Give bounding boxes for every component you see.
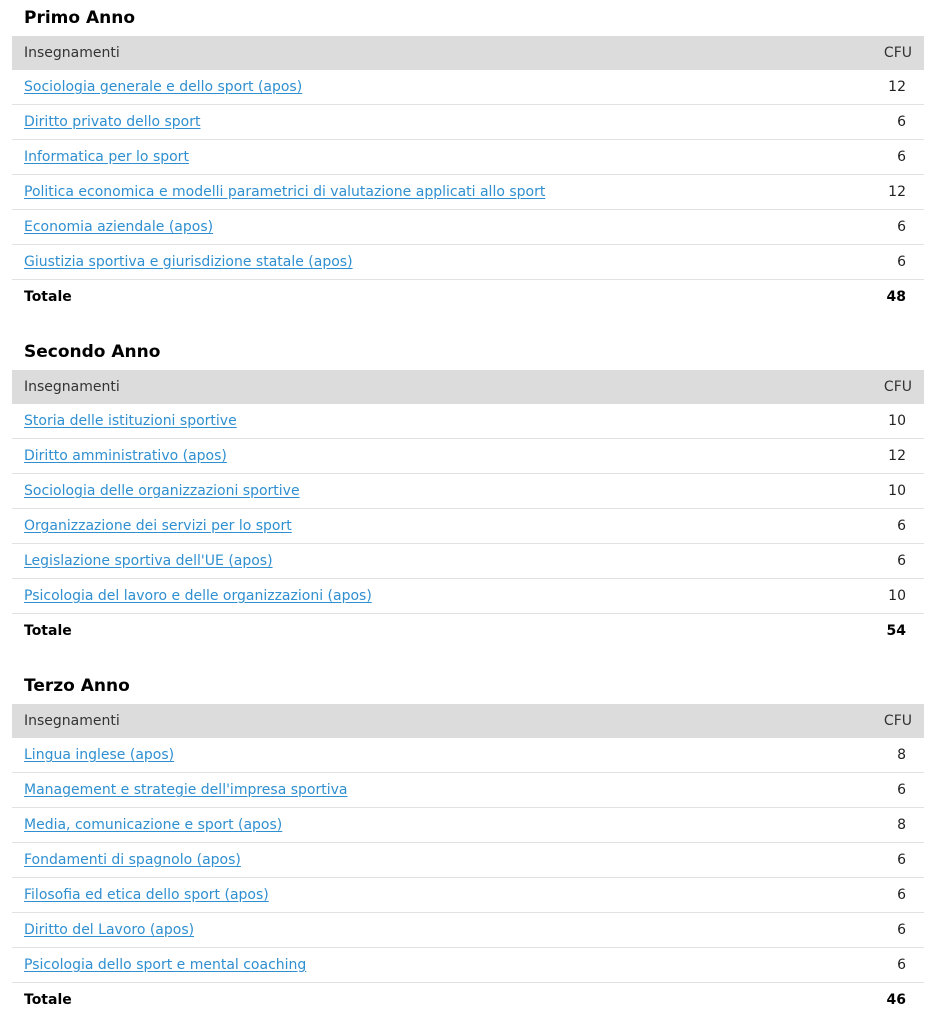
section-spacer [0,314,940,334]
table-row [12,913,924,948]
year-section-terzo-anno [0,668,940,1017]
table-row [12,948,924,983]
column-header-cfu: CFU [814,36,924,70]
table-row [12,175,924,210]
cfu-value: 6 [814,773,924,808]
column-header-course: Insegnamenti [12,370,814,404]
course-link[interactable]: Media, comunicazione e sport (apos) [24,817,283,833]
cfu-value: 6 [814,140,924,175]
course-link[interactable]: Informatica per lo sport [24,149,189,165]
course-link[interactable]: Diritto privato dello sport [24,114,201,130]
course-table [12,704,924,1017]
table-header-row [12,704,924,738]
total-row [12,983,924,1018]
total-label: Totale [24,289,72,305]
course-link[interactable]: Fondamenti di spagnolo (apos) [24,852,241,868]
table-row [12,773,924,808]
year-title: Secondo Anno [24,342,161,362]
cfu-value: 10 [814,579,924,614]
course-link[interactable]: Filosofia ed etica dello sport (apos) [24,887,269,903]
cfu-value: 8 [814,738,924,773]
table-row [12,878,924,913]
table-row [12,245,924,280]
cfu-value: 6 [814,245,924,280]
total-value: 48 [886,289,906,305]
course-link[interactable]: Diritto del Lavoro (apos) [24,922,195,938]
total-row [12,280,924,315]
table-row [12,509,924,544]
cfu-value: 6 [814,878,924,913]
cfu-value: 6 [814,913,924,948]
cfu-value: 12 [814,175,924,210]
total-label: Totale [24,992,72,1008]
cfu-value: 6 [814,509,924,544]
table-header-row [12,36,924,70]
table-row [12,404,924,439]
table-row [12,738,924,773]
cfu-value: 6 [814,210,924,245]
course-link[interactable]: Psicologia dello sport e mental coaching [24,957,307,973]
table-row [12,579,924,614]
course-link[interactable]: Organizzazione dei servizi per lo sport [24,518,292,534]
year-title: Primo Anno [24,8,136,28]
total-value: 46 [886,992,906,1008]
year-section-secondo-anno [0,334,940,648]
section-spacer [0,648,940,668]
table-header-row [12,370,924,404]
cfu-value: 6 [814,948,924,983]
course-link[interactable]: Psicologia del lavoro e delle organizzazioni (apos) [24,588,372,604]
course-link[interactable]: Diritto amministrativo (apos) [24,448,227,464]
column-header-course: Insegnamenti [12,704,814,738]
table-row [12,544,924,579]
column-header-course: Insegnamenti [12,36,814,70]
table-row [12,140,924,175]
cfu-value: 12 [814,439,924,474]
total-row [12,614,924,649]
course-link[interactable]: Politica economica e modelli parametrici di valutazione applicati allo sport [24,184,546,200]
course-link[interactable]: Lingua inglese (apos) [24,747,175,763]
cfu-value: 6 [814,105,924,140]
total-value: 54 [886,623,906,639]
course-link[interactable]: Sociologia generale e dello sport (apos) [24,79,303,95]
total-label: Totale [24,623,72,639]
table-row [12,808,924,843]
table-row [12,70,924,105]
cfu-value: 6 [814,544,924,579]
cfu-value: 10 [814,404,924,439]
course-link[interactable]: Storia delle istituzioni sportive [24,413,237,429]
table-row [12,105,924,140]
year-section-primo-anno [0,0,940,314]
course-link[interactable]: Giustizia sportiva e giurisdizione statale (apos) [24,254,353,270]
course-table [12,370,924,648]
cfu-value: 12 [814,70,924,105]
cfu-value: 10 [814,474,924,509]
cfu-value: 8 [814,808,924,843]
course-link[interactable]: Management e strategie dell'impresa sportiva [24,782,348,798]
course-table [12,36,924,314]
column-header-cfu: CFU [814,704,924,738]
column-header-cfu: CFU [814,370,924,404]
table-row [12,843,924,878]
course-link[interactable]: Economia aziendale (apos) [24,219,214,235]
course-link[interactable]: Sociologia delle organizzazioni sportive [24,483,300,499]
year-title: Terzo Anno [24,676,130,696]
table-row [12,210,924,245]
table-row [12,474,924,509]
course-link[interactable]: Legislazione sportiva dell'UE (apos) [24,553,273,569]
cfu-value: 6 [814,843,924,878]
table-row [12,439,924,474]
